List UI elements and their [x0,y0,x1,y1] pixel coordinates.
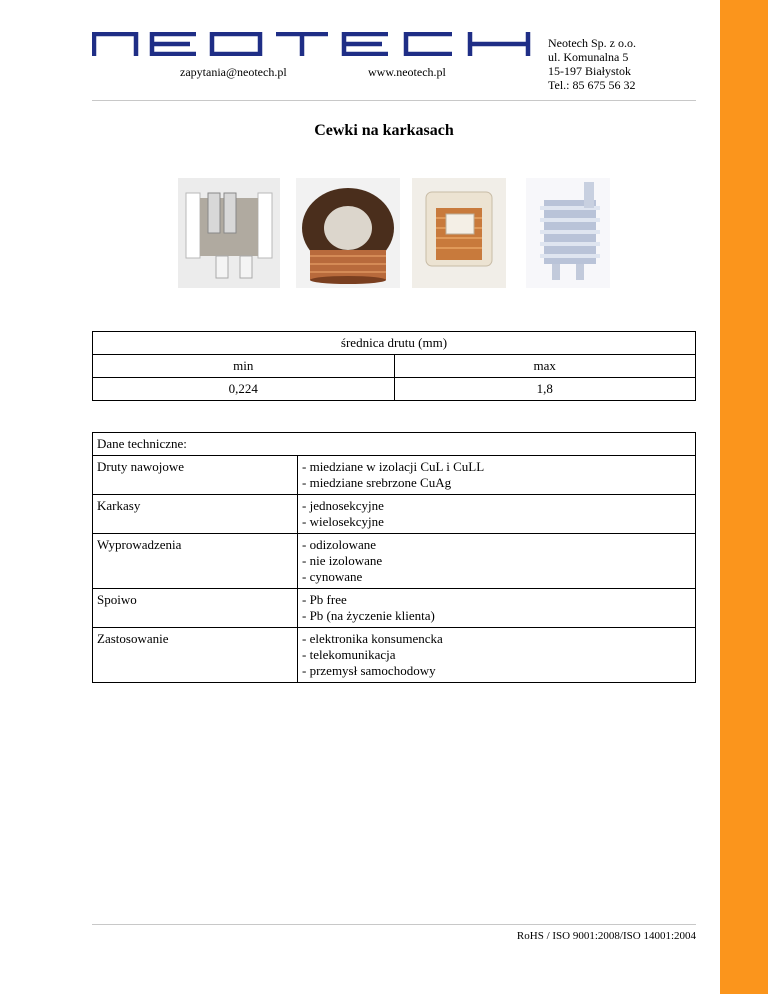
table-row [93,355,696,378]
table-row [93,433,696,456]
neotech-logo [92,32,532,56]
table-row [93,378,696,401]
spec-value [298,589,696,628]
table-row [93,456,696,495]
spec-value-line: - cynowane [302,569,363,584]
photo-coil-beige-bobbin [412,178,506,288]
spec-value-line: - odizolowane [302,537,377,552]
spec-value-line: - telekomunikacja [302,647,396,662]
spec-label: Wyprowadzenia [93,534,298,589]
photo-coil-brown-bobbin [296,178,400,288]
city: 15-197 Białystok [548,64,631,78]
orange-side-bar [720,0,768,994]
spec-value-line: - przemysł samochodowy [302,663,436,678]
spec-value-line: - wielosekcyjne [302,514,384,529]
email-link[interactable]: zapytania@neotech.pl [180,65,287,79]
footer-divider [92,924,696,925]
spec-value [298,495,696,534]
wire-diameter-table [92,331,696,401]
technical-data-heading: Dane techniczne: [93,433,696,456]
table-row [93,534,696,589]
spec-value-line: - miedziane srebrzone CuAg [302,475,452,490]
spec-label: Zastosowanie [93,628,298,683]
table-row [93,589,696,628]
max-label: max [394,355,696,378]
technical-data-table [92,432,696,683]
phone: Tel.: 85 675 56 32 [548,78,636,92]
min-value: 0,224 [93,378,395,401]
spec-value-line: - Pb free [302,592,347,607]
spec-label: Druty nawojowe [93,456,298,495]
photo-coil-multi-section-bobbin [526,178,610,288]
spec-value-line: - elektronika konsumencka [302,631,443,646]
spec-label: Karkasy [93,495,298,534]
spec-value-line: - nie izolowane [302,553,383,568]
spec-value [298,534,696,589]
page-title: Cewki na karkasach [314,122,454,139]
website-link[interactable]: www.neotech.pl [368,65,446,79]
photo-coil-white-bobbin [178,178,280,288]
spec-value-line: - jednosekcyjne [302,498,384,513]
spec-value [298,456,696,495]
wire-diameter-header: średnica drutu (mm) [93,332,696,355]
table-row [93,495,696,534]
company-address [548,36,636,92]
spec-label: Spoiwo [93,589,298,628]
min-label: min [93,355,395,378]
spec-value [298,628,696,683]
certification-footer: RoHS / ISO 9001:2008/ISO 14001:2004 [516,930,696,942]
spec-value-line: - miedziane w izolacji CuL i CuLL [302,459,485,474]
header-divider [92,100,696,101]
company-name: Neotech Sp. z o.o. [548,36,636,50]
street: ul. Komunalna 5 [548,50,629,64]
table-row [93,332,696,355]
spec-value-line: - Pb (na życzenie klienta) [302,608,435,623]
table-row [93,628,696,683]
max-value: 1,8 [394,378,696,401]
